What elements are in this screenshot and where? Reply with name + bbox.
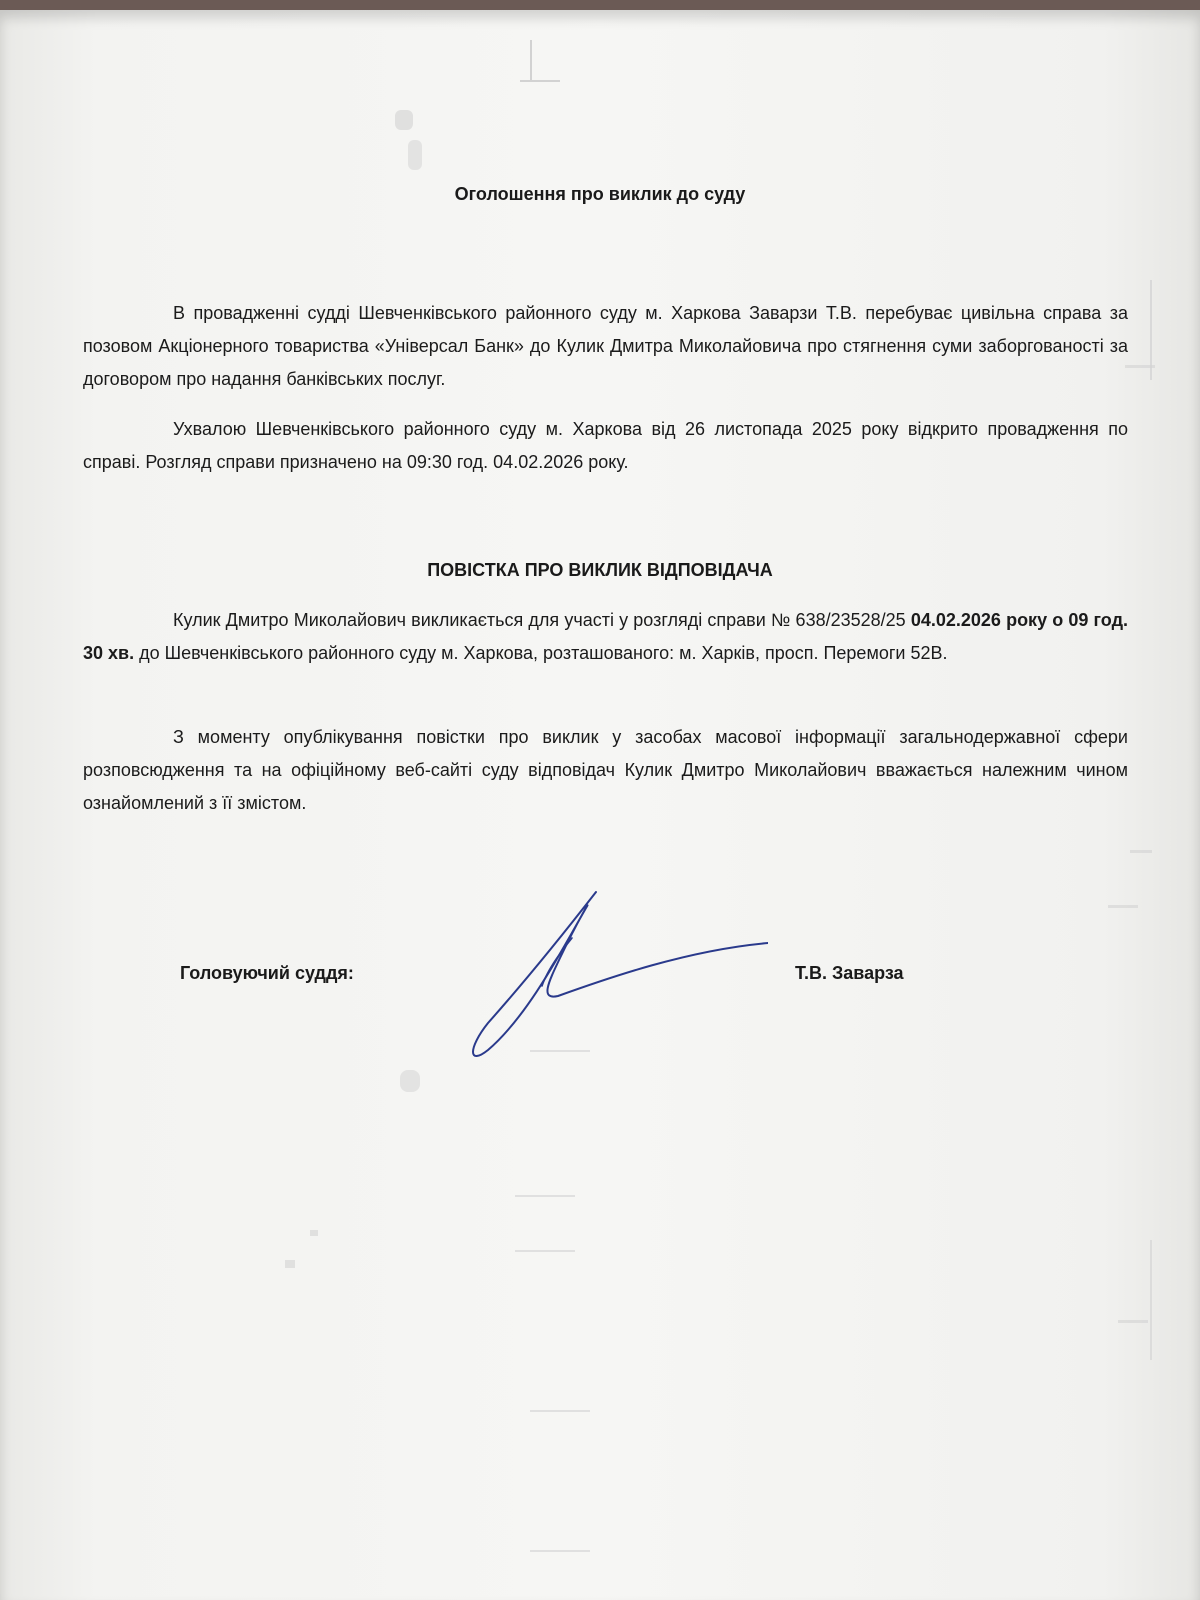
announcement-title: Оголошення про виклик до суду [454, 184, 746, 204]
judge-name: Т.В. Заварза [795, 963, 904, 983]
summons-title: ПОВІСТКА ПРО ВИКЛИК ВІДПОВІДАЧА [427, 560, 773, 580]
document-page [0, 10, 1200, 1600]
announcement-paragraph-1: В провадженні судді Шевченківського районного суду м. Харкова Заварзи Т.В. перебуває цивільна справа за позовом Акціонерного товариства «Універсал Банк» до Кулик Дмитра Миколайовича про стягнення суми заборгованості за договором про надання банківських послуг. [83, 303, 1128, 389]
announcement-paragraph-2: Ухвалою Шевченківського районного суду м. Харкова від 26 листопада 2025 року відкрито провадження по справі. Розгляд справи призначено на 09:30 год. 04.02.2026 року. [83, 419, 1128, 472]
hearing-datetime: 04.02.2026 року о 09 год. 30 хв. [83, 610, 1128, 663]
summons-paragraph-1-end: до Шевченківського районного суду м. Харкова, розташованого: м. Харків, просп. Перемоги 52В. [134, 643, 948, 663]
summons-paragraph-2: З моменту опублікування повістки про виклик у засобах масової інформації загальнодержавної сфери розповсюдження та на офіційному веб-сайті суду відповідач Кулик Дмитро Миколайович вважається належним чином ознайомлений з її змістом. [83, 727, 1128, 813]
presiding-judge-label: Головуючий суддя: [180, 963, 354, 983]
summons-paragraph-1-start: Кулик Дмитро Миколайович викликається для участі у розгляді справи № 638/23528/25 [173, 610, 911, 630]
handwritten-signature [468, 888, 768, 1068]
summons-paragraph-1 [83, 604, 1128, 670]
